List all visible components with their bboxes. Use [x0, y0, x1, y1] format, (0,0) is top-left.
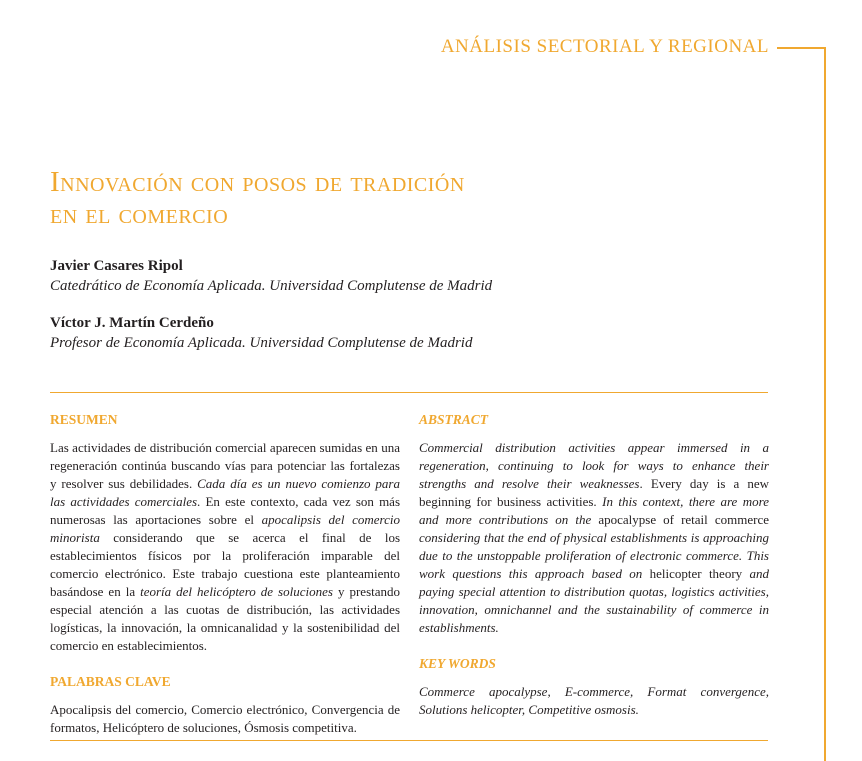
author-affiliation: Catedrático de Economía Aplicada. Universidad Complutense de Madrid	[50, 278, 493, 294]
author-2	[50, 313, 472, 353]
article-title	[50, 166, 465, 230]
text-segment: . En este contexto, cada vez son más numerosas las aportaciones sobre el	[50, 494, 401, 527]
author-affiliation: Profesor de Economía Aplicada. Universidad Complutense de Madrid	[50, 335, 473, 351]
text-segment: considering that the end of physical establishments is approaching due to the unstoppable proliferation of electronic commerce. This work questions this approach based on	[419, 530, 769, 581]
title-line-2: en el comercio	[50, 198, 229, 230]
title-line-1: Innovación con posos de tradición	[50, 166, 465, 198]
text-segment: and paying special attention to distribution quotas, logistics activities, innovation, omnichannel and the sustainability of commerce in establishments.	[419, 566, 769, 635]
divider-top	[50, 392, 768, 393]
author-1	[50, 256, 492, 296]
text-segment: In this context, there are more and more contributions on the	[419, 494, 769, 527]
text-segment: considerando que se acerca el final de los establecimientos físicos por la proliferación imparable del comercio electrónico. Este trabajo cuestiona este planteamiento basándose en la	[50, 530, 400, 599]
text-segment: apocalipsis del comercio minorista	[50, 512, 400, 545]
text-segment: Las actividades de distribución comercial aparecen sumidas en una regeneración continúa buscando vías para potenciar las fortalezas y resolver sus debilidades.	[50, 440, 400, 491]
section-header: ANÁLISIS SECTORIAL Y REGIONAL	[440, 36, 769, 57]
text-segment: . Every day is a new beginning for business activities.	[419, 476, 769, 509]
text-segment: apocalypse of retail commerce	[598, 512, 769, 527]
abstract-column	[419, 411, 769, 719]
palabras-clave-heading: PALABRAS CLAVE	[50, 674, 171, 689]
abstract-text	[419, 439, 769, 637]
abstract-heading: ABSTRACT	[419, 412, 489, 427]
author-name: Javier Casares Ripol	[50, 258, 183, 274]
palabras-clave-text: Apocalipsis del comercio, Comercio electrónico, Convergencia de formatos, Helicóptero de soluciones, Ósmosis competitiva.	[50, 702, 400, 735]
resumen-column	[50, 411, 400, 737]
header-rule	[777, 47, 826, 49]
text-segment: helicopter theory	[649, 566, 750, 581]
resumen-heading: RESUMEN	[50, 412, 118, 427]
key-words-text: Commerce apocalypse, E-commerce, Format convergence, Solutions helicopter, Competitive osmosis.	[419, 684, 769, 717]
margin-rule	[824, 47, 826, 761]
text-segment: Cada día es un nuevo comienzo para las actividades comerciales	[50, 476, 400, 509]
text-segment: y prestando especial atención a las cuotas de distribución, las actividades logísticas, la innovación, la omnicanalidad y la sostenibilidad del comercio en establecimientos.	[50, 584, 401, 653]
text-segment: teoría del helicóptero de soluciones	[140, 584, 333, 599]
text-segment: Commercial distribution activities appear immersed in a regeneration, continuing to look for ways to enhance their strengths and resolve their weaknesses	[419, 440, 769, 491]
key-words-heading: KEY WORDS	[419, 656, 496, 671]
divider-bottom	[50, 740, 768, 741]
author-name: Víctor J. Martín Cerdeño	[50, 315, 214, 331]
resumen-text	[50, 439, 400, 655]
